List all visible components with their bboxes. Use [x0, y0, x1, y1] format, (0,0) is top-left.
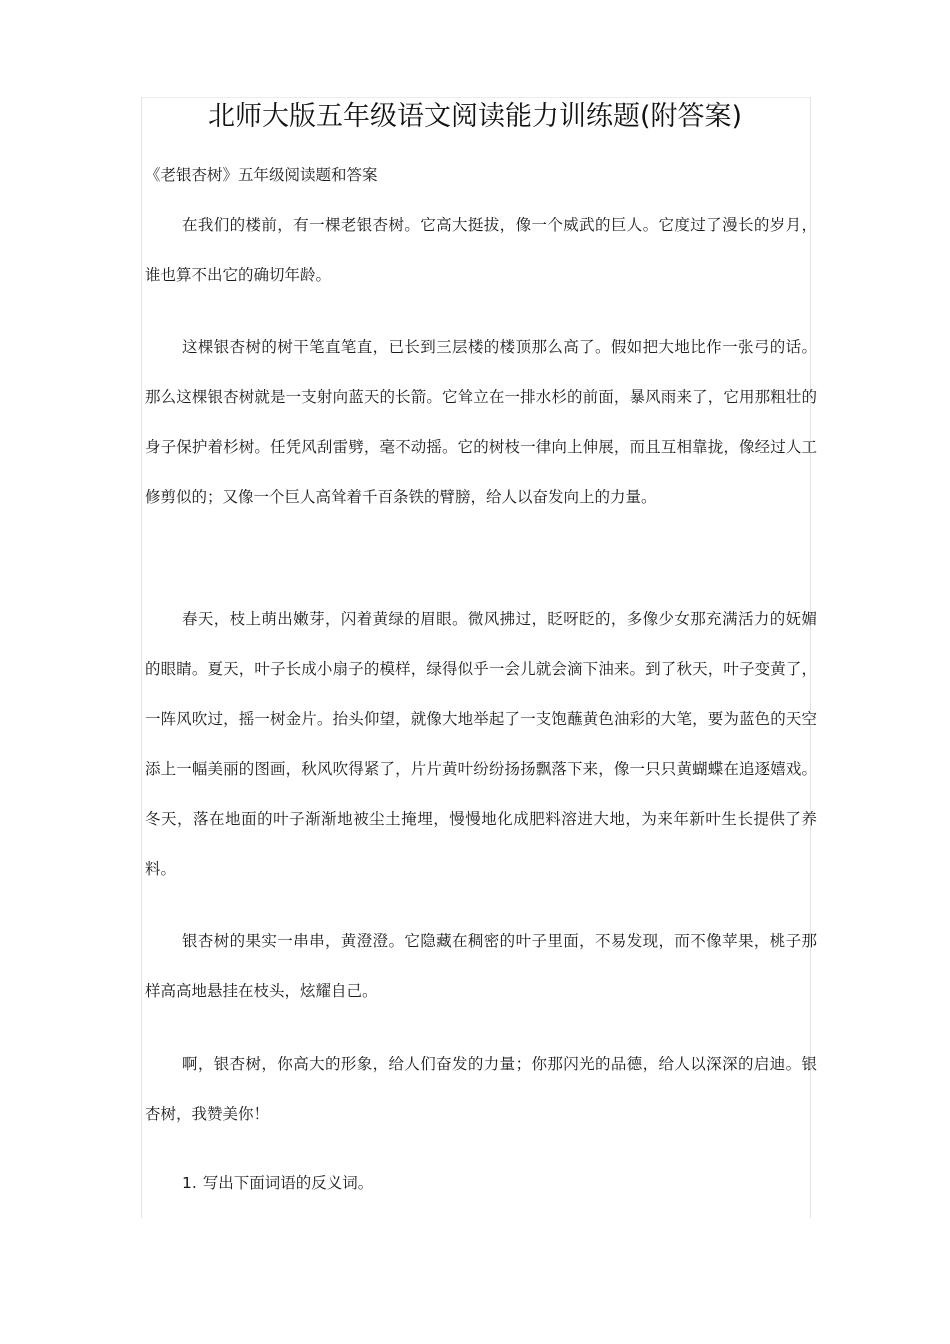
- paragraph-5: 啊，银杏树，你高大的形象，给人们奋发的力量；你那闪光的品德，给人以深深的启迪。银杏树，我赞美你！: [145, 1055, 817, 1123]
- document-title: 北师大版五年级语文阅读能力训练题(附答案): [207, 101, 743, 132]
- question-number: 1.: [182, 1174, 197, 1192]
- paragraph-2: 这棵银杏树的树干笔直笔直，已长到三层楼的楼顶那么高了。假如把大地比作一张弓的话。那么这棵银杏树就是一支射向蓝天的长箭。它耸立在一排水杉的前面，暴风雨来了，它用那粗壮的身子保护着杉树。任凭风刮雷劈，毫不动摇。它的树枝一律向上伸展，而且互相靠拢，像经过人工修剪似的；又像一个巨人高耸着千百条铁的臂膀，给人以奋发向上的力量。: [145, 338, 817, 506]
- paragraph-4: 银杏树的果实一串串，黄澄澄。它隐藏在稠密的叶子里面，不易发现，而不像苹果，桃子那样高高地悬挂在枝头，炫耀自己。: [145, 932, 817, 1000]
- question-1: [182, 1171, 373, 1195]
- question-text: 写出下面词语的反义词。: [202, 1174, 374, 1192]
- paragraph-3: 春天，枝上萌出嫩芽，闪着黄绿的眉眼。微风拂过，眨呀眨的，多像少女那充满活力的妩媚的眼睛。夏天，叶子长成小扇子的模样，绿得似乎一会儿就会滴下油来。到了秋天，叶子变黄了，一阵风吹过，摇一树金片。抬头仰望，就像大地举起了一支饱蘸黄色油彩的大笔，要为蓝色的天空添上一幅美丽的图画，秋风吹得紧了，片片黄叶纷纷扬扬飘落下来，像一只只黄蝴蝶在追逐嬉戏。冬天，落在地面的叶子渐渐地被尘土掩埋，慢慢地化成肥料溶进大地，为来年新叶生长提供了养料。: [145, 610, 817, 878]
- reading-subtitle: 《老银杏树》五年级阅读题和答案: [145, 166, 378, 184]
- paragraph-1: 在我们的楼前，有一棵老银杏树。它高大挺拔，像一个威武的巨人。它度过了漫长的岁月，谁也算不出它的确切年龄。: [145, 216, 817, 284]
